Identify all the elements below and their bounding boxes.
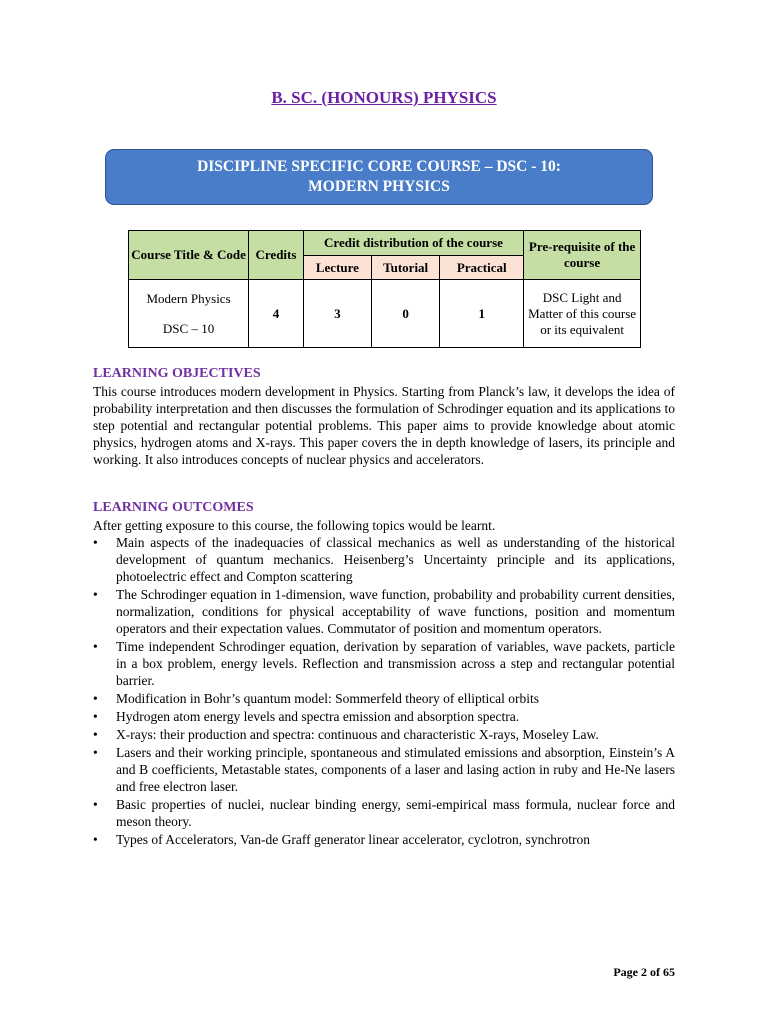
list-item: • Lasers and their working principle, spontaneous and stimulated emissions and absorption, Einstein’s A and B coefficients, Metastable states, components of a laser and lasing action in ruby and He-Ne lasers and free electron laser. — [93, 744, 675, 795]
list-item: • Types of Accelerators, Van-de Graff generator linear accelerator, cyclotron, synchrotron — [93, 831, 675, 848]
header-distribution: Credit distribution of the course — [303, 231, 523, 256]
credit-distribution-table — [128, 230, 641, 348]
list-item: • Time independent Schrodinger equation, derivation by separation of variables, wave packets, particle in a box problem, energy levels. Reflection and transmission across a step and rectangular potential barrier. — [93, 638, 675, 689]
practical-cell: 1 — [440, 280, 524, 348]
prerequisite-cell: DSC Light and Matter of this course or its equivalent — [524, 280, 641, 348]
learning-objectives-heading: LEARNING OBJECTIVES — [93, 366, 261, 381]
header-tutorial: Tutorial — [372, 256, 440, 280]
learning-outcomes-heading: LEARNING OUTCOMES — [93, 500, 254, 515]
header-prerequisite: Pre-requisite of the course — [524, 231, 641, 280]
credits-cell: 4 — [249, 280, 304, 348]
banner-line-1: DISCIPLINE SPECIFIC CORE COURSE – DSC - 10: — [197, 158, 561, 175]
header-course-title: Course Title & Code — [129, 231, 249, 280]
course-banner — [105, 149, 653, 205]
list-item: • Basic properties of nuclei, nuclear binding energy, semi-empirical mass formula, nuclear force and meson theory. — [93, 796, 675, 830]
learning-outcomes-list — [93, 534, 675, 849]
learning-outcomes-intro: After getting exposure to this course, the following topics would be learnt. — [93, 518, 496, 533]
list-item: • Modification in Bohr’s quantum model: Sommerfeld theory of elliptical orbits — [93, 690, 675, 707]
list-item: • X-rays: their production and spectra: continuous and characteristic X-rays, Moseley Law. — [93, 726, 675, 743]
list-item: • The Schrodinger equation in 1-dimension, wave function, probability and probability current densities, normalization, conditions for physical acceptability of wave functions, position and momentum operators and their expectation values. Commutator of position and momentum operators. — [93, 586, 675, 637]
header-lecture: Lecture — [303, 256, 371, 280]
banner-line-2: MODERN PHYSICS — [308, 178, 450, 195]
table-row — [129, 280, 641, 348]
learning-objectives-text: This course introduces modern development in Physics. Starting from Planck’s law, it develops the idea of probability interpretation and then discusses the formulation of Schrodinger equation and its applications to step potential and rectangular potential problems. This paper aims to provide knowledge about atomic physics, hydrogen atoms and X-rays. This paper covers the in depth knowledge of lasers, its principle and working. It also introduces concepts of nuclear physics and accelerators. — [93, 384, 675, 467]
lecture-cell: 3 — [303, 280, 371, 348]
header-credits: Credits — [249, 231, 304, 280]
tutorial-cell: 0 — [372, 280, 440, 348]
course-code: DSC – 10 — [162, 320, 215, 336]
header-practical: Practical — [440, 256, 524, 280]
page-title: B. SC. (HONOURS) PHYSICS — [271, 88, 497, 107]
page-number: Page 2 of 65 — [613, 965, 675, 979]
course-title-cell — [129, 280, 249, 348]
list-item: • Hydrogen atom energy levels and spectra emission and absorption spectra. — [93, 708, 675, 725]
list-item: • Main aspects of the inadequacies of classical mechanics as well as understanding of the historical development of quantum mechanics. Heisenberg’s Uncertainty principle and its applications, photoelectric effect and Compton scattering — [93, 534, 675, 585]
course-name: Modern Physics — [146, 290, 231, 306]
